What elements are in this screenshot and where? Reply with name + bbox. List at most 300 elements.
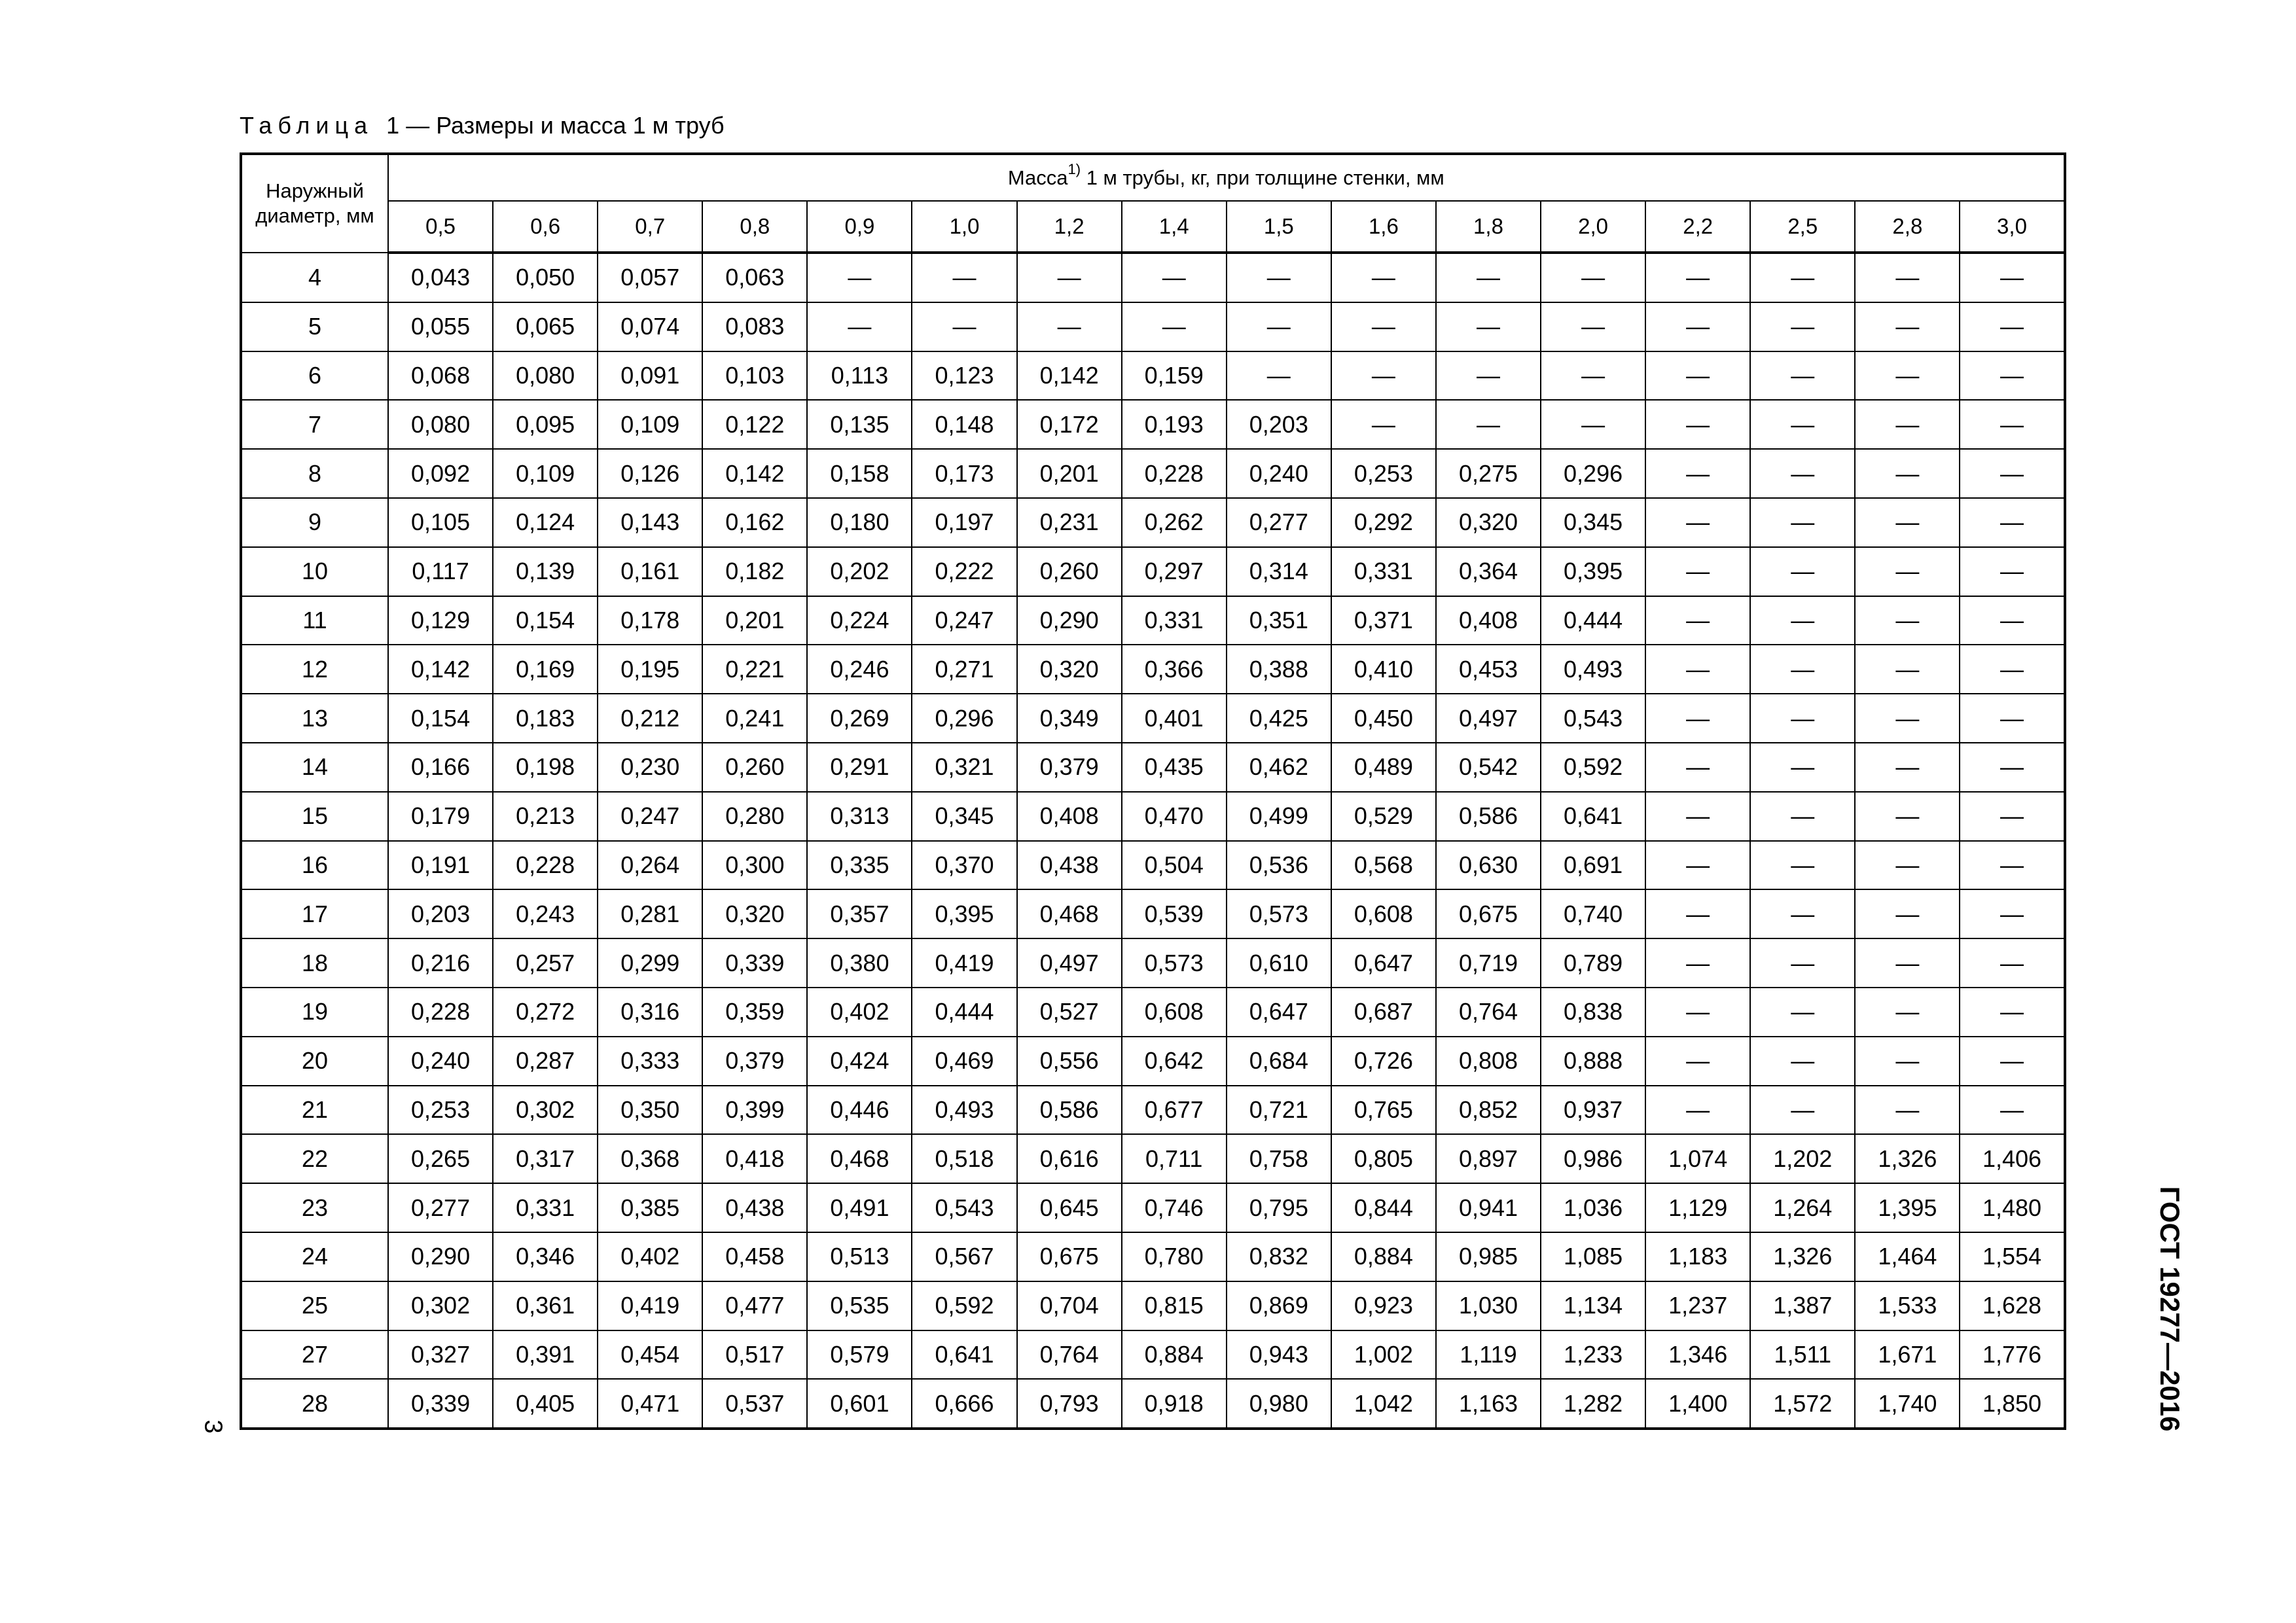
mass-cell: — [1436, 253, 1541, 302]
mass-cell: 1,850 [1960, 1379, 2064, 1429]
mass-cell: 0,083 [702, 302, 807, 351]
mass-cell: — [1855, 1037, 1960, 1086]
mass-cell: 0,262 [1122, 498, 1227, 547]
mass-cell: — [1855, 351, 1960, 401]
mass-cell: 0,444 [1541, 596, 1645, 645]
diameter-cell: 19 [241, 988, 388, 1037]
mass-cell: 0,172 [1017, 400, 1122, 449]
mass-cell: — [1960, 498, 2064, 547]
mass-cell: 0,391 [493, 1330, 598, 1380]
mass-cell: 0,331 [1331, 547, 1436, 596]
mass-cell: 0,351 [1227, 596, 1331, 645]
mass-cell: 0,586 [1017, 1086, 1122, 1135]
mass-cell: 0,246 [807, 645, 912, 694]
mass-cell: 1,119 [1436, 1330, 1541, 1380]
mass-cell: 0,497 [1436, 694, 1541, 743]
thickness-header: 1,8 [1436, 201, 1541, 253]
table-row [241, 1232, 2065, 1281]
footnote-marker: 1) [1067, 161, 1081, 178]
mass-cell: 0,161 [598, 547, 702, 596]
table-body [241, 253, 2065, 1429]
mass-cell: 0,299 [598, 938, 702, 988]
mass-cell: 0,317 [493, 1134, 598, 1183]
mass-cell: 0,247 [598, 792, 702, 841]
mass-cell: 0,535 [807, 1281, 912, 1330]
mass-cell: — [1227, 351, 1331, 401]
mass-cell: 0,213 [493, 792, 598, 841]
mass-cell: 0,320 [1436, 498, 1541, 547]
diameter-cell: 5 [241, 302, 388, 351]
mass-cell: 0,228 [1122, 449, 1227, 498]
thickness-header: 1,2 [1017, 201, 1122, 253]
table-row [241, 1037, 2065, 1086]
mass-cell: 0,057 [598, 253, 702, 302]
pipe-mass-table [240, 152, 2066, 1430]
mass-cell: 0,641 [912, 1330, 1016, 1380]
mass-cell: 0,327 [388, 1330, 493, 1380]
mass-cell: — [1855, 449, 1960, 498]
mass-cell: 0,573 [1227, 889, 1331, 938]
mass-cell: — [1750, 1037, 1855, 1086]
mass-cell: 0,345 [912, 792, 1016, 841]
mass-cell: — [1645, 1037, 1750, 1086]
mass-cell: — [1750, 596, 1855, 645]
mass-cell: — [1960, 1037, 2064, 1086]
mass-cell: 0,074 [598, 302, 702, 351]
mass-cell: — [912, 302, 1016, 351]
mass-cell: 0,296 [912, 694, 1016, 743]
mass-cell: 0,203 [388, 889, 493, 938]
mass-cell: 0,371 [1331, 596, 1436, 645]
mass-cell: — [1645, 743, 1750, 792]
mass-cell: 0,142 [1017, 351, 1122, 401]
mass-cell: 0,419 [598, 1281, 702, 1330]
mass-cell: 0,542 [1436, 743, 1541, 792]
table-row [241, 351, 2065, 401]
mass-cell: 0,647 [1227, 988, 1331, 1037]
mass-cell: 0,450 [1331, 694, 1436, 743]
mass-cell: — [1750, 841, 1855, 890]
mass-cell: 0,888 [1541, 1037, 1645, 1086]
mass-cell: 0,142 [702, 449, 807, 498]
mass-cell: 0,726 [1331, 1037, 1436, 1086]
mass-cell: 0,666 [912, 1379, 1016, 1429]
mass-cell: 0,043 [388, 253, 493, 302]
mass-cell: — [1960, 938, 2064, 988]
mass-cell: — [1855, 938, 1960, 988]
table-row [241, 498, 2065, 547]
mass-cell: 0,923 [1331, 1281, 1436, 1330]
mass-cell: — [1331, 351, 1436, 401]
mass-cell: — [1960, 694, 2064, 743]
mass-cell: 0,320 [1017, 645, 1122, 694]
mass-cell: 0,985 [1436, 1232, 1541, 1281]
mass-cell: 0,438 [1017, 841, 1122, 890]
mass-cell: — [1750, 645, 1855, 694]
mass-cell: — [1645, 302, 1750, 351]
table-row [241, 645, 2065, 694]
caption-text: 1 — Размеры и масса 1 м труб [386, 112, 725, 139]
table-row [241, 596, 2065, 645]
mass-cell: 0,675 [1436, 889, 1541, 938]
mass-cell: 1,326 [1855, 1134, 1960, 1183]
mass-cell: 0,740 [1541, 889, 1645, 938]
mass-cell: 0,370 [912, 841, 1016, 890]
mass-cell: — [1750, 253, 1855, 302]
mass-cell: — [1960, 743, 2064, 792]
mass-cell: 1,036 [1541, 1183, 1645, 1232]
mass-cell: 0,758 [1227, 1134, 1331, 1183]
mass-cell: 0,275 [1436, 449, 1541, 498]
mass-cell: 0,405 [493, 1379, 598, 1429]
mass-cell: 0,335 [807, 841, 912, 890]
mass-cell: 0,366 [1122, 645, 1227, 694]
table-row [241, 1134, 2065, 1183]
mass-cell: 0,231 [1017, 498, 1122, 547]
mass-cell: 0,410 [1331, 645, 1436, 694]
mass-cell: 0,350 [598, 1086, 702, 1135]
mass-cell: 1,085 [1541, 1232, 1645, 1281]
mass-cell: — [1855, 988, 1960, 1037]
mass-cell: 0,191 [388, 841, 493, 890]
mass-cell: 0,402 [598, 1232, 702, 1281]
mass-cell: 1,183 [1645, 1232, 1750, 1281]
page-number [196, 1410, 229, 1443]
mass-cell: 0,884 [1122, 1330, 1227, 1380]
mass-cell: — [1541, 253, 1645, 302]
mass-cell: 0,260 [1017, 547, 1122, 596]
mass-cell: — [1436, 302, 1541, 351]
table-row [241, 792, 2065, 841]
mass-cell: — [1960, 889, 2064, 938]
diameter-cell: 4 [241, 253, 388, 302]
mass-cell: 0,105 [388, 498, 493, 547]
table-row [241, 841, 2065, 890]
mass-cell: 0,444 [912, 988, 1016, 1037]
table-row [241, 253, 2065, 302]
mass-cell: 0,677 [1122, 1086, 1227, 1135]
diameter-cell: 13 [241, 694, 388, 743]
mass-cell: — [1227, 302, 1331, 351]
mass-cell: — [912, 253, 1016, 302]
mass-cell: — [1645, 988, 1750, 1037]
mass-cell: — [1331, 253, 1436, 302]
mass-cell: 0,080 [493, 351, 598, 401]
mass-cell: 0,764 [1017, 1330, 1122, 1380]
mass-cell: 1,387 [1750, 1281, 1855, 1330]
mass-cell: 0,179 [388, 792, 493, 841]
mass-cell: — [1645, 253, 1750, 302]
mass-cell: — [1855, 498, 1960, 547]
table-row [241, 1379, 2065, 1429]
thickness-header: 2,8 [1855, 201, 1960, 253]
mass-cell: — [1645, 645, 1750, 694]
mass-cell: 1,002 [1331, 1330, 1436, 1380]
mass-cell: — [1855, 694, 1960, 743]
diameter-cell: 25 [241, 1281, 388, 1330]
mass-cell: 0,240 [388, 1037, 493, 1086]
mass-cell: 0,166 [388, 743, 493, 792]
mass-cell: 1,264 [1750, 1183, 1855, 1232]
mass-cell: 0,202 [807, 547, 912, 596]
mass-cell: 0,291 [807, 743, 912, 792]
diameter-cell: 28 [241, 1379, 388, 1429]
diameter-cell: 23 [241, 1183, 388, 1232]
mass-header-prefix: Масса [1007, 166, 1068, 189]
mass-cell: 0,647 [1331, 938, 1436, 988]
mass-cell: 0,529 [1331, 792, 1436, 841]
mass-cell: 0,129 [388, 596, 493, 645]
mass-cell: 0,331 [493, 1183, 598, 1232]
mass-cell: 1,282 [1541, 1379, 1645, 1429]
mass-cell: 1,233 [1541, 1330, 1645, 1380]
mass-cell: 0,139 [493, 547, 598, 596]
mass-cell: 0,918 [1122, 1379, 1227, 1429]
mass-cell: 0,675 [1017, 1232, 1122, 1281]
mass-cell: 1,074 [1645, 1134, 1750, 1183]
mass-cell: 0,281 [598, 889, 702, 938]
diameter-cell: 20 [241, 1037, 388, 1086]
mass-cell: 0,543 [912, 1183, 1016, 1232]
mass-cell: 1,030 [1436, 1281, 1541, 1330]
diameter-cell: 15 [241, 792, 388, 841]
mass-cell: 1,671 [1855, 1330, 1960, 1380]
mass-cell: 1,163 [1436, 1379, 1541, 1429]
mass-cell: 0,504 [1122, 841, 1227, 890]
mass-cell: 0,815 [1122, 1281, 1227, 1330]
mass-cell: 0,297 [1122, 547, 1227, 596]
mass-cell: — [807, 253, 912, 302]
mass-cell: 0,401 [1122, 694, 1227, 743]
mass-cell: 0,719 [1436, 938, 1541, 988]
mass-cell: 0,277 [388, 1183, 493, 1232]
mass-cell: — [1750, 449, 1855, 498]
mass-cell: 0,320 [702, 889, 807, 938]
mass-cell: — [1960, 400, 2064, 449]
mass-cell: 0,608 [1331, 889, 1436, 938]
table-row [241, 547, 2065, 596]
mass-cell: 0,424 [807, 1037, 912, 1086]
mass-cell: 1,400 [1645, 1379, 1750, 1429]
mass-cell: 0,489 [1331, 743, 1436, 792]
mass-cell: 0,228 [493, 841, 598, 890]
mass-cell: — [1960, 988, 2064, 1037]
mass-cell: 0,462 [1227, 743, 1331, 792]
mass-cell: — [1122, 253, 1227, 302]
mass-cell: — [1645, 889, 1750, 938]
mass-cell: — [1960, 596, 2064, 645]
mass-cell: 0,198 [493, 743, 598, 792]
mass-cell: 1,202 [1750, 1134, 1855, 1183]
mass-cell: — [1645, 449, 1750, 498]
mass-cell: 0,302 [493, 1086, 598, 1135]
mass-cell: — [1855, 792, 1960, 841]
mass-cell: 0,527 [1017, 988, 1122, 1037]
mass-cell: 0,418 [702, 1134, 807, 1183]
mass-cell: — [1645, 938, 1750, 988]
mass-cell: 0,135 [807, 400, 912, 449]
mass-cell: 0,832 [1227, 1232, 1331, 1281]
mass-cell: 0,380 [807, 938, 912, 988]
mass-cell: 0,385 [598, 1183, 702, 1232]
thickness-header: 1,5 [1227, 201, 1331, 253]
mass-cell: 0,169 [493, 645, 598, 694]
mass-cell: 0,302 [388, 1281, 493, 1330]
mass-cell: 0,793 [1017, 1379, 1122, 1429]
table-row [241, 694, 2065, 743]
mass-cell: — [1541, 351, 1645, 401]
mass-cell: 0,986 [1541, 1134, 1645, 1183]
mass-cell: — [1541, 302, 1645, 351]
mass-cell: — [1750, 694, 1855, 743]
mass-cell: 0,601 [807, 1379, 912, 1429]
mass-cell: — [1645, 596, 1750, 645]
mass-cell: 0,419 [912, 938, 1016, 988]
mass-cell: 0,435 [1122, 743, 1227, 792]
mass-cell: 1,740 [1855, 1379, 1960, 1429]
mass-cell: 0,980 [1227, 1379, 1331, 1429]
diameter-cell: 21 [241, 1086, 388, 1135]
mass-cell: — [1541, 400, 1645, 449]
mass-cell: 0,379 [1017, 743, 1122, 792]
mass-cell: — [1855, 253, 1960, 302]
mass-cell: — [1227, 253, 1331, 302]
table-row [241, 889, 2065, 938]
thickness-header: 1,4 [1122, 201, 1227, 253]
mass-cell: 0,065 [493, 302, 598, 351]
mass-cell: — [1960, 351, 2064, 401]
mass-cell: — [1436, 351, 1541, 401]
mass-cell: 0,884 [1331, 1232, 1436, 1281]
mass-cell: 0,095 [493, 400, 598, 449]
mass-cell: — [1855, 400, 1960, 449]
mass-cell: 0,154 [388, 694, 493, 743]
mass-cell: 0,543 [1541, 694, 1645, 743]
diameter-cell: 11 [241, 596, 388, 645]
mass-cell: 0,264 [598, 841, 702, 890]
mass-cell: 0,195 [598, 645, 702, 694]
mass-cell: — [1645, 1086, 1750, 1135]
mass-cell: 0,230 [598, 743, 702, 792]
mass-cell: 0,937 [1541, 1086, 1645, 1135]
mass-cell: 0,852 [1436, 1086, 1541, 1135]
mass-cell: 0,438 [702, 1183, 807, 1232]
mass-cell: 0,292 [1331, 498, 1436, 547]
diameter-cell: 18 [241, 938, 388, 988]
mass-cell: 0,241 [702, 694, 807, 743]
table-row [241, 1330, 2065, 1380]
mass-cell: 0,247 [912, 596, 1016, 645]
mass-cell: 0,345 [1541, 498, 1645, 547]
mass-cell: — [1645, 792, 1750, 841]
mass-cell: — [1645, 694, 1750, 743]
thickness-header: 0,7 [598, 201, 702, 253]
diameter-cell: 9 [241, 498, 388, 547]
thickness-header: 2,2 [1645, 201, 1750, 253]
mass-cell: 0,158 [807, 449, 912, 498]
diameter-cell: 14 [241, 743, 388, 792]
mass-cell: 0,080 [388, 400, 493, 449]
mass-cell: 0,746 [1122, 1183, 1227, 1232]
thickness-header: 3,0 [1960, 201, 2064, 253]
mass-cell: 0,691 [1541, 841, 1645, 890]
mass-cell: 0,453 [1436, 645, 1541, 694]
mass-cell: 0,616 [1017, 1134, 1122, 1183]
mass-cell: 0,272 [493, 988, 598, 1037]
thickness-header: 0,5 [388, 201, 493, 253]
mass-cell: 0,224 [807, 596, 912, 645]
thickness-header: 2,0 [1541, 201, 1645, 253]
mass-cell: 1,628 [1960, 1281, 2064, 1330]
mass-cell: 1,134 [1541, 1281, 1645, 1330]
mass-cell: 0,180 [807, 498, 912, 547]
thickness-header: 0,6 [493, 201, 598, 253]
mass-cell: 0,117 [388, 547, 493, 596]
mass-cell: 0,408 [1436, 596, 1541, 645]
mass-cell: 0,142 [388, 645, 493, 694]
mass-cell: 0,368 [598, 1134, 702, 1183]
mass-header-suffix: 1 м трубы, кг, при толщине стенки, мм [1081, 166, 1444, 189]
mass-cell: 0,579 [807, 1330, 912, 1380]
table-caption [240, 110, 725, 141]
mass-cell: 0,493 [1541, 645, 1645, 694]
mass-cell: — [1750, 938, 1855, 988]
mass-cell: 0,321 [912, 743, 1016, 792]
mass-cell: 0,265 [388, 1134, 493, 1183]
thickness-header-row [241, 201, 2065, 253]
mass-cell: 0,711 [1122, 1134, 1227, 1183]
mass-cell: — [1017, 302, 1122, 351]
mass-cell: 0,491 [807, 1183, 912, 1232]
mass-cell: 1,464 [1855, 1232, 1960, 1281]
mass-cell: — [1960, 302, 2064, 351]
mass-cell: 0,630 [1436, 841, 1541, 890]
diameter-cell: 7 [241, 400, 388, 449]
mass-cell: 0,499 [1227, 792, 1331, 841]
mass-cell: — [807, 302, 912, 351]
mass-cell: 0,122 [702, 400, 807, 449]
mass-cell: — [1960, 449, 2064, 498]
table-row [241, 1281, 2065, 1330]
mass-cell: 0,331 [1122, 596, 1227, 645]
mass-cell: 0,468 [807, 1134, 912, 1183]
mass-cell: 0,537 [702, 1379, 807, 1429]
mass-cell: 0,280 [702, 792, 807, 841]
mass-cell: 0,050 [493, 253, 598, 302]
mass-cell: 0,567 [912, 1232, 1016, 1281]
mass-cell: 0,468 [1017, 889, 1122, 938]
mass-cell: 0,780 [1122, 1232, 1227, 1281]
mass-cell: 0,313 [807, 792, 912, 841]
mass-cell: 1,129 [1645, 1183, 1750, 1232]
mass-cell: 1,346 [1645, 1330, 1750, 1380]
mass-cell: 0,388 [1227, 645, 1331, 694]
mass-cell: 0,333 [598, 1037, 702, 1086]
mass-cell: 0,143 [598, 498, 702, 547]
mass-cell: 0,446 [807, 1086, 912, 1135]
mass-cell: — [1855, 302, 1960, 351]
mass-cell: 0,287 [493, 1037, 598, 1086]
diameter-cell: 16 [241, 841, 388, 890]
mass-cell: 0,253 [388, 1086, 493, 1135]
mass-cell: 0,765 [1331, 1086, 1436, 1135]
mass-cell: 0,789 [1541, 938, 1645, 988]
mass-cell: 0,126 [598, 449, 702, 498]
mass-cell: 0,359 [702, 988, 807, 1037]
mass-cell: — [1750, 889, 1855, 938]
mass-cell: 0,148 [912, 400, 1016, 449]
mass-cell: 0,349 [1017, 694, 1122, 743]
